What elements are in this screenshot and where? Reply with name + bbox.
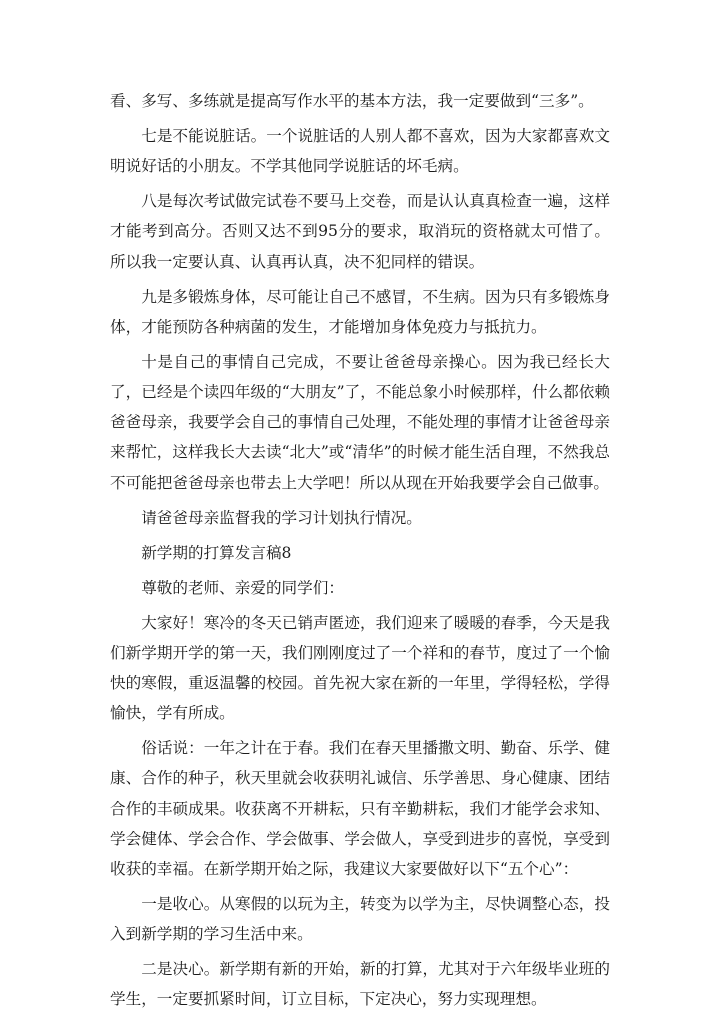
paragraph-4: 九是多锻炼身体，尽可能让自己不感冒，不生病。因为只有多锻炼身体，才能预防各种病菌的发生，才能增加身体免疫力与抵抗力。 [110, 287, 610, 336]
paragraph-2: 七是不能说脏话。一个说脏话的人别人都不喜欢，因为大家都喜欢文明说好话的小朋友。不学其他同学说脏话的坏毛病。 [110, 127, 610, 176]
paragraph-5: 十是自己的事情自己完成，不要让爸爸母亲操心。因为我已经长大了，已经是个读四年级的“大朋友”了，不能总象小时候那样，什么都依赖爸爸母亲，我要学会自己的事情自己处理，不能处理的事情才让爸爸母亲来帮忙，这样我长大去读“北大”或“清华”的时候才能生活自理，不然我总不可能把爸爸母亲也带去上大学吧！所以从现在开始我要学会自己做事。 [110, 352, 610, 492]
paragraph-9: 大家好！寒冷的冬天已销声匿迹，我们迎来了暖暖的春季，今天是我们新学期开学的第一天，我们刚刚度过了一个祥和的春节，度过了一个愉快的寒假，重返温馨的校园。首先祝大家在新的一年里，学得轻松，学得愉快，学有所成。 [110, 613, 610, 723]
paragraph-6: 请爸爸母亲监督我的学习计划执行情况。 [141, 508, 422, 527]
salutation: 尊敬的老师、亲爱的同学们： [141, 578, 344, 597]
paragraph-11: 一是收心。从寒假的以玩为主，转变为以学为主，尽快调整心态，投入到新学期的学习生活中来。 [110, 895, 610, 944]
paragraph-3: 八是每次考试做完试卷不要马上交卷，而是认认真真检查一遍，这样才能考到高分。否则又达不到95分的要求，取消玩的资格就太可惜了。所以我一定要认真、认真再认真，决不犯同样的错误。 [110, 192, 610, 271]
paragraph-10: 俗话说：一年之计在于春。我们在春天里播撒文明、勤奋、乐学、健康、合作的种子，秋天里就会收获明礼诚信、乐学善思、身心健康、团结合作的丰硕成果。收获离不开耕耘，只有辛勤耕耘，我们才能学会求知、学会健体、学会合作、学会做事、学会做人，享受到进步的喜悦，享受到收获的幸福。在新学期开始之际，我建议大家要做好以下“五个心”： [110, 739, 610, 879]
document-body [110, 86, 610, 1019]
paragraph-1: 看、多写、多练就是提高写作水平的基本方法，我一定要做到“三多”。 [110, 92, 594, 110]
paragraph-12: 二是决心。新学期有新的开始，新的打算，尤其对于六年级毕业班的学生，一定要抓紧时间，订立目标，下定决心，努力实现理想。 [110, 960, 610, 1009]
section-heading: 新学期的打算发言稿8 [141, 543, 292, 562]
